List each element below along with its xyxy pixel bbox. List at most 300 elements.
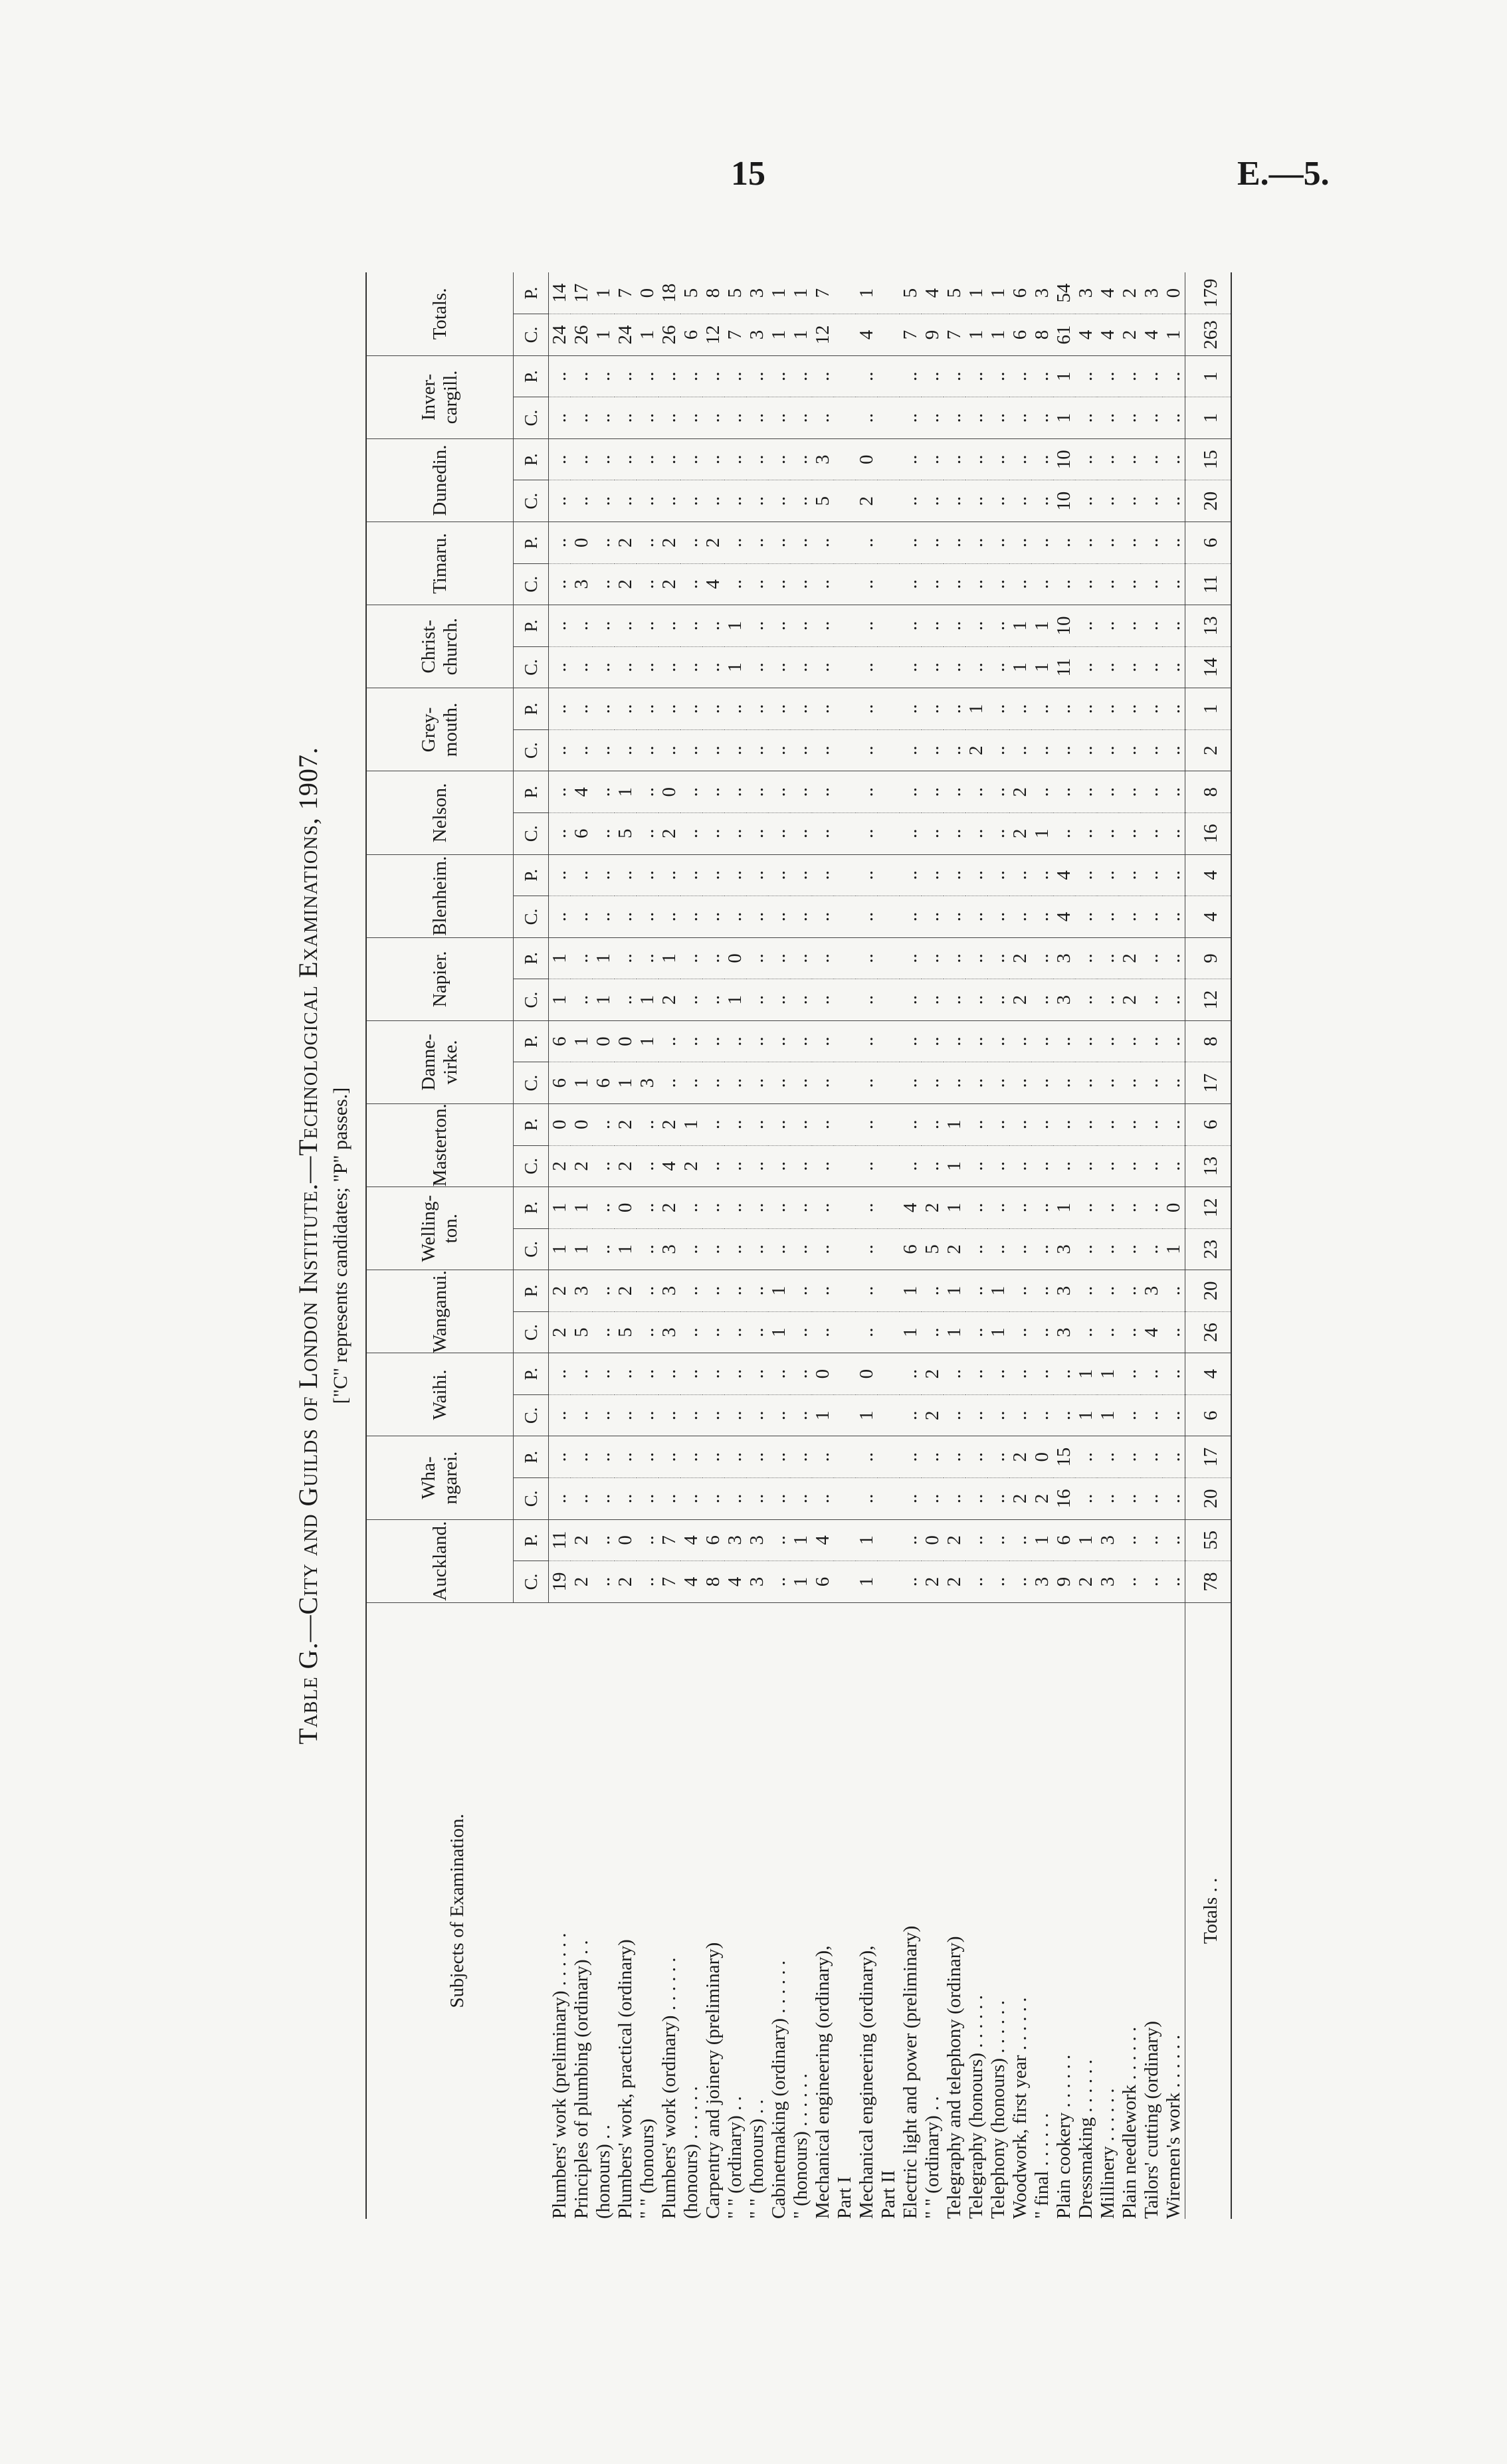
passes-cell: .. [812,1187,834,1229]
passes-cell: .. [593,771,615,813]
candidates-cell: .. [615,896,637,938]
passes-cell: .. [1097,1020,1119,1062]
candidates-cell: 1 [637,979,658,1021]
candidates-cell: 2 [1119,314,1141,356]
passes-cell: .. [1053,1020,1075,1062]
passes-cell: .. [593,522,615,564]
candidates-cell: .. [1141,1561,1163,1603]
candidates-cell [878,1311,900,1353]
passes-cell: .. [1119,355,1141,397]
candidates-cell: .. [790,1062,812,1104]
passes-cell: .. [680,1270,702,1312]
candidates-cell: 6 [900,1228,922,1270]
candidates-cell: 10 [1053,480,1075,522]
passes-cell: .. [680,937,702,979]
candidates-cell: 24 [615,314,637,356]
candidates-cell: .. [1141,979,1163,1021]
candidates-cell: .. [1075,480,1097,522]
candidates-cell [834,729,856,771]
passes-cell: .. [1075,1187,1097,1229]
passes-cell: .. [856,1103,878,1145]
passes-cell: .. [922,1436,944,1478]
candidates-header: C. [514,1478,549,1520]
passes-cell: 1 [856,272,878,314]
candidates-cell: .. [812,1062,834,1104]
passes-cell: 1 [790,272,812,314]
passes-cell: .. [637,1187,658,1229]
passes-cell: .. [1075,688,1097,730]
candidates-cell: .. [922,563,944,605]
centre-header: Timaru. [366,522,514,605]
candidates-cell: .. [768,729,790,771]
candidates-cell: 6 [593,1062,615,1104]
candidates-cell: 2 [1009,979,1031,1021]
candidates-cell: .. [746,1145,768,1187]
candidates-cell: .. [987,979,1009,1021]
passes-cell: .. [922,1270,944,1312]
candidates-header: C. [514,1145,549,1187]
passes-header: P. [514,272,549,314]
candidates-cell: .. [680,1228,702,1270]
candidates-cell: 1 [615,1228,637,1270]
candidates-cell: 3 [1053,1228,1075,1270]
passes-cell: .. [724,1353,746,1395]
candidates-cell: .. [1141,1145,1163,1187]
candidates-header: C. [514,1311,549,1353]
passes-cell: .. [746,771,768,813]
candidates-cell: .. [1031,1394,1053,1436]
candidates-cell: 2 [571,1145,593,1187]
passes-cell [878,355,900,397]
candidates-cell: .. [724,1228,746,1270]
candidates-cell: .. [1009,896,1031,938]
subject-name: Woodwork, first year . . . . . . [1009,1997,1031,2219]
passes-cell: .. [1163,1436,1185,1478]
passes-cell: .. [1009,854,1031,896]
candidates-cell: .. [1009,1062,1031,1104]
candidates-cell: .. [571,1394,593,1436]
candidates-cell: .. [1097,1228,1119,1270]
candidates-cell [878,979,900,1021]
candidates-cell: .. [965,646,987,688]
candidates-cell: 7 [944,314,965,356]
candidates-cell: .. [812,729,834,771]
passes-cell: .. [746,1187,768,1229]
passes-cell: .. [1163,438,1185,480]
passes-cell: 1 [724,605,746,647]
passes-cell: .. [790,771,812,813]
candidates-cell: .. [944,813,965,855]
passes-cell: .. [593,605,615,647]
passes-cell: .. [593,1353,615,1395]
passes-cell: .. [856,355,878,397]
table-subtitle: ["C" represents candidates; "P" passes.] [330,1087,352,1404]
candidates-cell: .. [1075,1062,1097,1104]
candidates-cell: .. [965,1478,987,1520]
passes-header: P. [514,688,549,730]
passes-cell: 1 [1075,1519,1097,1561]
candidates-cell: 1 [1053,397,1075,439]
passes-cell: .. [987,1020,1009,1062]
passes-cell: .. [724,1270,746,1312]
passes-cell: .. [658,854,680,896]
candidates-cell: .. [615,979,637,1021]
passes-cell [834,1436,856,1478]
passes-cell: .. [1097,1187,1119,1229]
candidates-cell: .. [965,1394,987,1436]
passes-cell: .. [900,1020,922,1062]
passes-header: P. [514,771,549,813]
passes-cell [878,522,900,564]
candidates-cell: .. [812,1478,834,1520]
passes-cell [834,1270,856,1312]
total-cell: 179 [1185,272,1232,314]
candidates-cell: .. [856,896,878,938]
candidates-cell: .. [1141,1228,1163,1270]
candidates-cell: 1 [549,1228,571,1270]
passes-header: P. [514,1436,549,1478]
candidates-cell: .. [1119,729,1141,771]
candidates-cell: .. [768,896,790,938]
candidates-cell: 2 [1075,1561,1097,1603]
candidates-cell: .. [856,646,878,688]
candidates-cell: .. [1141,1394,1163,1436]
candidates-cell: .. [1163,1062,1185,1104]
passes-cell: .. [1119,1020,1141,1062]
subject-name: " " (honours) . . [746,2099,767,2219]
candidates-cell: .. [856,1311,878,1353]
candidates-cell: .. [724,1394,746,1436]
passes-cell: .. [724,355,746,397]
candidates-cell: .. [1163,813,1185,855]
passes-cell: .. [856,605,878,647]
passes-cell: .. [790,854,812,896]
passes-cell: .. [768,771,790,813]
candidates-cell: .. [549,397,571,439]
candidates-cell: .. [1141,1062,1163,1104]
candidates-cell: 1 [1163,1228,1185,1270]
passes-cell: 2 [1009,771,1031,813]
passes-cell: .. [1119,1103,1141,1145]
candidates-cell: .. [856,397,878,439]
passes-cell: .. [1119,1519,1141,1561]
candidates-cell: .. [900,480,922,522]
candidates-cell [878,1228,900,1270]
candidates-cell: 4 [658,1145,680,1187]
candidates-cell: 4 [856,314,878,356]
passes-cell: .. [768,605,790,647]
passes-cell: .. [702,355,724,397]
passes-cell: .. [1009,522,1031,564]
passes-cell: 1 [593,272,615,314]
candidates-cell: .. [856,1145,878,1187]
candidates-cell: .. [900,1062,922,1104]
candidates-cell: .. [944,480,965,522]
passes-cell: 2 [1119,272,1141,314]
candidates-cell [834,480,856,522]
candidates-cell: .. [571,480,593,522]
passes-cell: .. [987,355,1009,397]
candidates-cell: .. [658,646,680,688]
passes-cell: .. [987,1519,1009,1561]
passes-cell: .. [1163,522,1185,564]
candidates-cell: .. [1031,563,1053,605]
candidates-cell [878,397,900,439]
candidates-cell: 4 [1097,314,1119,356]
passes-cell: 6 [702,1519,724,1561]
candidates-cell: 1 [768,314,790,356]
passes-cell [834,605,856,647]
candidates-cell: 3 [1053,979,1075,1021]
passes-header: P. [514,854,549,896]
passes-cell: .. [746,1020,768,1062]
passes-cell [878,1020,900,1062]
passes-cell: 1 [549,1187,571,1229]
candidates-cell: .. [1141,813,1163,855]
passes-cell: .. [1009,1353,1031,1395]
passes-cell: .. [1097,522,1119,564]
candidates-cell: .. [1163,1394,1185,1436]
candidates-cell: 1 [593,979,615,1021]
passes-cell: .. [637,355,658,397]
passes-cell: .. [1119,1187,1141,1229]
candidates-cell: .. [1075,646,1097,688]
candidates-cell [834,979,856,1021]
passes-cell: .. [987,937,1009,979]
passes-cell: .. [746,1103,768,1145]
candidates-cell: .. [965,896,987,938]
passes-cell: .. [900,854,922,896]
candidates-cell: 1 [593,314,615,356]
candidates-cell: .. [571,646,593,688]
passes-cell: .. [1031,355,1053,397]
candidates-cell: .. [724,1062,746,1104]
candidates-cell: .. [1009,1561,1031,1603]
candidates-cell: .. [1075,1145,1097,1187]
passes-cell: 0 [637,272,658,314]
passes-cell: .. [965,937,987,979]
passes-cell: 4 [922,272,944,314]
candidates-cell: .. [615,397,637,439]
passes-cell: 17 [571,272,593,314]
total-cell: 4 [1185,854,1232,896]
passes-cell: .. [702,1020,724,1062]
candidates-cell: .. [1163,979,1185,1021]
passes-cell: .. [746,605,768,647]
passes-cell: 7 [658,1519,680,1561]
subject-name: Telegraphy and telephony (ordinary) [944,1936,965,2219]
passes-cell: .. [615,355,637,397]
candidates-cell: .. [637,1145,658,1187]
candidates-cell: .. [1009,480,1031,522]
passes-cell: .. [746,1436,768,1478]
passes-cell: .. [812,355,834,397]
passes-cell: .. [790,1020,812,1062]
total-cell: 12 [1185,1187,1232,1229]
candidates-cell: .. [702,1228,724,1270]
candidates-cell: .. [944,563,965,605]
examination-table [365,272,1232,2219]
candidates-cell: 2 [944,1228,965,1270]
passes-cell: 1 [680,1103,702,1145]
passes-cell: .. [1031,688,1053,730]
candidates-cell: .. [768,813,790,855]
candidates-cell: .. [790,729,812,771]
candidates-cell: 2 [965,729,987,771]
candidates-cell: .. [965,1145,987,1187]
candidates-cell: .. [680,646,702,688]
passes-cell: .. [615,438,637,480]
candidates-cell: 1 [812,1394,834,1436]
passes-cell: .. [922,688,944,730]
passes-cell: .. [658,1436,680,1478]
total-cell: 15 [1185,438,1232,480]
candidates-cell: .. [768,480,790,522]
passes-cell: .. [768,522,790,564]
subject-name: Cabinetmaking (ordinary) . . . . . . [768,1960,789,2219]
passes-cell: .. [812,771,834,813]
candidates-cell: .. [1031,979,1053,1021]
candidates-cell: .. [637,1311,658,1353]
candidates-cell: 3 [746,1561,768,1603]
passes-cell: .. [746,438,768,480]
candidates-cell: .. [637,1394,658,1436]
candidates-cell: .. [987,1561,1009,1603]
candidates-cell: .. [702,397,724,439]
candidates-cell: .. [702,979,724,1021]
candidates-cell: .. [593,646,615,688]
candidates-cell: .. [790,1394,812,1436]
passes-cell: 4 [680,1519,702,1561]
candidates-cell: .. [593,1478,615,1520]
passes-cell: .. [944,1436,965,1478]
candidates-cell: .. [637,1561,658,1603]
candidates-cell: .. [549,813,571,855]
passes-cell: 0 [1163,272,1185,314]
passes-cell: .. [680,1353,702,1395]
passes-cell: .. [1097,854,1119,896]
passes-cell: .. [615,854,637,896]
candidates-cell: .. [702,480,724,522]
candidates-cell: .. [1031,896,1053,938]
candidates-cell: 4 [1141,314,1163,356]
passes-cell: .. [658,438,680,480]
candidates-cell: .. [965,1561,987,1603]
candidates-cell: .. [1031,729,1053,771]
passes-cell: .. [944,854,965,896]
subject-name: Plain needlework . . . . . . [1119,2026,1140,2219]
passes-cell: 1 [615,771,637,813]
candidates-cell: .. [549,729,571,771]
candidates-cell: .. [1141,896,1163,938]
candidates-cell: .. [900,729,922,771]
passes-cell: .. [790,688,812,730]
candidates-cell: .. [812,563,834,605]
candidates-cell [834,1561,856,1603]
candidates-cell: .. [549,480,571,522]
passes-cell: .. [658,688,680,730]
centre-header: Waihi. [366,1353,514,1436]
candidates-cell: 6 [812,1561,834,1603]
passes-cell: .. [637,1103,658,1145]
passes-cell: .. [1119,522,1141,564]
passes-cell: 1 [987,1270,1009,1312]
passes-cell: .. [680,438,702,480]
passes-cell: 2 [922,1187,944,1229]
candidates-cell: .. [1031,1145,1053,1187]
total-cell: 1 [1185,355,1232,397]
passes-cell: .. [790,1270,812,1312]
passes-cell: .. [812,854,834,896]
passes-cell: .. [987,1187,1009,1229]
candidates-cell: .. [1097,563,1119,605]
candidates-cell: 5 [615,1311,637,1353]
passes-cell: .. [1141,688,1163,730]
passes-cell: .. [768,688,790,730]
passes-cell [834,522,856,564]
candidates-cell: .. [637,397,658,439]
total-cell: 20 [1185,480,1232,522]
candidates-cell: .. [944,646,965,688]
passes-cell: .. [680,355,702,397]
passes-cell: 0 [1163,1187,1185,1229]
candidates-cell: .. [1053,563,1075,605]
candidates-cell: .. [1097,1145,1119,1187]
totals-row [1185,272,1232,2219]
passes-cell [878,854,900,896]
passes-cell: 2 [1009,937,1031,979]
candidates-cell: 4 [724,1561,746,1603]
candidates-cell: .. [1075,397,1097,439]
passes-cell: .. [856,854,878,896]
passes-cell: .. [637,771,658,813]
passes-cell: .. [987,854,1009,896]
candidates-cell: .. [593,1311,615,1353]
subject-name: Mechanical engineering (ordinary), [856,1945,877,2219]
candidates-cell: 4 [680,1561,702,1603]
candidates-cell: .. [965,563,987,605]
passes-cell: .. [1031,771,1053,813]
candidates-cell: .. [790,1478,812,1520]
passes-cell: 10 [1053,605,1075,647]
candidates-cell: .. [900,979,922,1021]
candidates-cell: 61 [1053,314,1075,356]
passes-cell: .. [680,771,702,813]
candidates-cell [878,813,900,855]
passes-cell: .. [571,854,593,896]
candidates-cell: .. [812,1228,834,1270]
passes-cell: .. [1141,1519,1163,1561]
passes-cell: 4 [900,1187,922,1229]
passes-cell: 3 [1141,272,1163,314]
candidates-cell: .. [549,896,571,938]
subject-name: " final . . . . . . [1031,2113,1053,2219]
candidates-cell: .. [790,1145,812,1187]
subject-name: Telephony (honours) . . . . . . [987,2000,1009,2219]
passes-cell: 6 [1053,1519,1075,1561]
passes-cell: 3 [1053,1270,1075,1312]
total-cell: 8 [1185,1020,1232,1062]
passes-cell: 1 [965,688,987,730]
candidates-cell: 8 [1031,314,1053,356]
candidates-cell: .. [1097,729,1119,771]
candidates-cell: .. [768,1145,790,1187]
passes-cell: 1 [944,1187,965,1229]
passes-cell: .. [1141,1103,1163,1145]
total-cell: 13 [1185,1145,1232,1187]
passes-cell: 4 [1097,272,1119,314]
candidates-cell: 2 [680,1145,702,1187]
